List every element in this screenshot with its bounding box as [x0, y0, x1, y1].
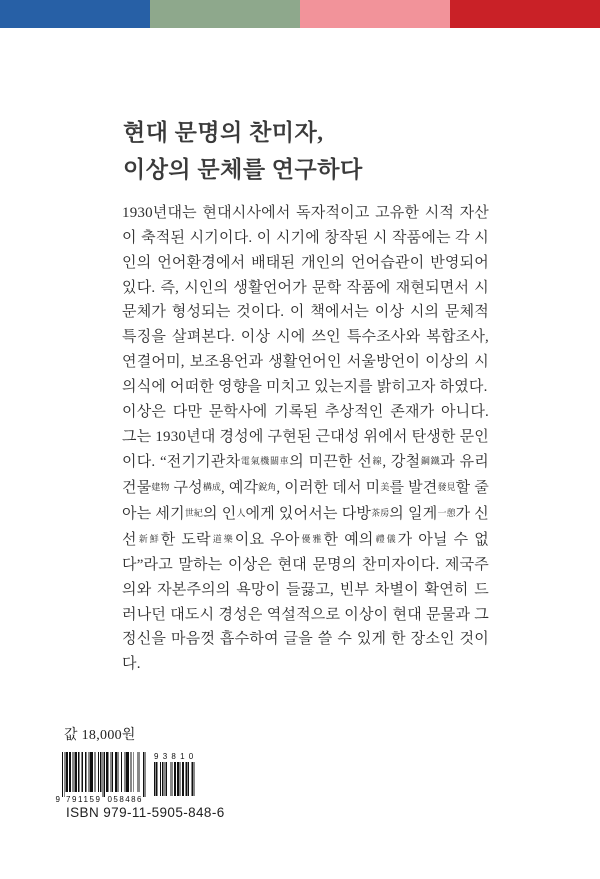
barcode-addon-digits: 93810 — [154, 752, 194, 761]
barcode-digit: 9 — [55, 795, 60, 804]
title-line-2: 이상의 문체를 연구하다 — [123, 157, 363, 182]
barcode-digits-right: 058486 — [107, 795, 142, 804]
topbar-segment — [0, 0, 150, 28]
title-line-1: 현대 문명의 찬미자, — [123, 120, 324, 145]
top-color-bar — [0, 0, 600, 28]
paragraph: 이상은 다만 문학사에 기록된 추상적인 존재가 아니다. 그는 1930년대 경성에 구현된 근대성 위에서 탄생한 문인이다. “전기기관차電氣機關車의 미끈한 선線, 강철鋼鐵과 유리 건물建物 구성構成, 예각銳角, 이러한 데서 미美를 발견發見할 줄 아는 세기世紀의 인人에게 있어서는 다방茶房의 일게一憩가 신선新鮮한 도락道樂이요 우아優雅한 예의禮儀가 아닐 수 없다”라고 말하는 이상은 현대 문명의 찬미자이다. 제국주의와 자본주의의 욕망이 들끓고, 빈부 차별이 확연히 드러나던 대도시 경성은 역설적으로 이상이 현대 문물과 그 정신을 마음껏 흡수하여 글을 쓸 수 있게 한 장소인 것이다. — [122, 403, 489, 673]
title-block — [123, 114, 363, 188]
isbn-label: ISBN 979-11-5905-848-6 — [66, 805, 225, 820]
topbar-segment — [300, 0, 450, 28]
barcode-svg — [54, 750, 204, 808]
barcode-digits-left: 791159 — [66, 795, 100, 804]
body-text — [122, 201, 489, 677]
paragraph: 1930년대는 현대시사에서 독자적이고 고유한 시적 자산이 축적된 시기이다. 이 시기에 창작된 시 작품에는 각 시인의 언어환경에서 배태된 개인의 언어습관이 반영되어 있다. 즉, 시인의 생활언어가 문학 작품에 재현되면서 시 문체가 형성되는 것이다. 이 책에서는 이상 시의 문체적 특징을 살펴본다. 이상 시에 쓰인 특수조사와 복합조사, 연결어미, 보조용언과 생활언어인 서울방언이 이상의 시 의식에 어떠한 영향을 미치고 있는지를 밝히고자 하였다. — [122, 205, 489, 395]
barcode — [54, 750, 204, 808]
topbar-segment — [450, 0, 600, 28]
topbar-segment — [150, 0, 300, 28]
price-label: 값 18,000원 — [64, 728, 136, 743]
